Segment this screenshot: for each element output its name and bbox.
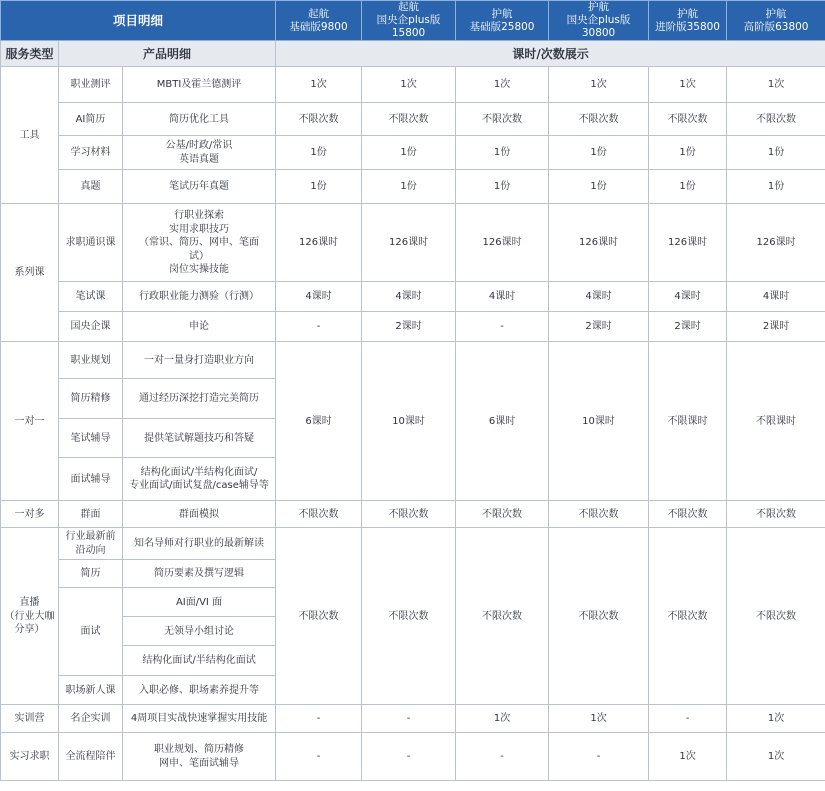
detail-cell xyxy=(123,458,276,501)
category-series: 系列课 xyxy=(1,204,59,342)
value-cell: 126课时 xyxy=(649,204,727,282)
detail-cell xyxy=(123,733,276,781)
value-cell: 126课时 xyxy=(362,204,456,282)
category-one-on-one: 一对一 xyxy=(1,342,59,501)
subheader-row xyxy=(1,41,825,67)
category-job: 实习求职 xyxy=(1,733,59,781)
header-row xyxy=(1,1,825,41)
value-cell: 1份 xyxy=(456,170,549,204)
service-type-header: 服务类型 xyxy=(1,41,59,67)
value-cell: 不限次数 xyxy=(727,528,825,705)
detail-line: （常识、简历、网申、笔面 xyxy=(139,237,260,249)
value-cell: 4课时 xyxy=(549,282,649,312)
detail-line: 专业面试/面试复盘/case辅导等 xyxy=(129,480,269,492)
category-tools: 工具 xyxy=(1,67,59,204)
plan-line1: 起航 xyxy=(398,1,420,13)
value-cell: 不限次数 xyxy=(362,103,456,136)
value-cell: 不限次数 xyxy=(649,103,727,136)
value-cell: 126课时 xyxy=(276,204,362,282)
value-cell: 不限次数 xyxy=(276,501,362,528)
detail-cell: 一对一量身打造职业方向 xyxy=(123,342,276,379)
item-cell: 群面 xyxy=(59,501,123,528)
value-cell: 不限次数 xyxy=(276,103,362,136)
table-row xyxy=(1,733,825,781)
value-cell: 1次 xyxy=(276,67,362,103)
value-cell: 4课时 xyxy=(362,282,456,312)
plan-line2: 国央企plus版15800 xyxy=(376,14,441,40)
detail-cell: 笔试历年真题 xyxy=(123,170,276,204)
value-cell: 1份 xyxy=(549,136,649,170)
item-cell: 国央企课 xyxy=(59,312,123,342)
plan-line1: 护航 xyxy=(677,7,699,20)
value-cell: 不限次数 xyxy=(276,528,362,705)
value-cell: 不限次数 xyxy=(456,501,549,528)
value-cell: 6课时 xyxy=(456,342,549,501)
item-cell: 职业测评 xyxy=(59,67,123,103)
item-cell: 学习材料 xyxy=(59,136,123,170)
value-cell: 不限次数 xyxy=(727,501,825,528)
value-cell: 1次 xyxy=(727,705,825,733)
value-cell: 2课时 xyxy=(649,312,727,342)
value-cell: 1份 xyxy=(727,170,825,204)
value-cell: 不限次数 xyxy=(549,103,649,136)
plan-header xyxy=(727,1,825,41)
value-cell: - xyxy=(649,705,727,733)
detail-cell: 知名导师对行职业的最新解读 xyxy=(123,528,276,560)
value-cell: - xyxy=(276,705,362,733)
item-line: 沿动向 xyxy=(75,544,106,556)
table-row xyxy=(1,342,825,379)
detail-cell: 无领导小组讨论 xyxy=(123,617,276,646)
plan-line1: 护航 xyxy=(491,7,513,20)
category-line: 分享） xyxy=(14,624,45,636)
detail-line: 英语真题 xyxy=(179,153,220,165)
detail-cell: 4周项目实战快速掌握实用技能 xyxy=(123,705,276,733)
value-cell: 1份 xyxy=(362,170,456,204)
plan-line1: 护航 xyxy=(588,1,610,13)
detail-cell: 结构化面试/半结构化面试 xyxy=(123,646,276,676)
category-line: （行业大咖 xyxy=(4,610,55,622)
item-cell: 名企实训 xyxy=(59,705,123,733)
value-cell: 126课时 xyxy=(727,204,825,282)
table-row xyxy=(1,501,825,528)
value-cell: - xyxy=(276,312,362,342)
table-row xyxy=(1,136,825,170)
value-cell: - xyxy=(549,733,649,781)
value-cell: 2课时 xyxy=(549,312,649,342)
detail-cell: 简历优化工具 xyxy=(123,103,276,136)
detail-cell: 提供笔试解题技巧和答疑 xyxy=(123,419,276,458)
category-camp: 实训营 xyxy=(1,705,59,733)
plan-line2: 高阶版63800 xyxy=(743,20,809,33)
value-cell: 不限次数 xyxy=(549,501,649,528)
value-cell: - xyxy=(362,705,456,733)
value-cell: 1份 xyxy=(362,136,456,170)
value-cell: 6课时 xyxy=(276,342,362,501)
plan-header xyxy=(276,1,362,41)
value-cell: 1份 xyxy=(649,136,727,170)
plan-line2: 基础版9800 xyxy=(289,20,348,33)
item-cell: AI简历 xyxy=(59,103,123,136)
value-cell: 不限次数 xyxy=(549,528,649,705)
value-cell: 1次 xyxy=(549,705,649,733)
plan-line2: 进阶版35800 xyxy=(655,20,720,33)
value-cell: 不限课时 xyxy=(649,342,727,501)
table-row xyxy=(1,67,825,103)
value-cell: 不限课时 xyxy=(727,342,825,501)
table-row xyxy=(1,103,825,136)
category-line: 直播 xyxy=(19,597,40,609)
value-cell: 10课时 xyxy=(549,342,649,501)
detail-cell xyxy=(123,204,276,282)
value-cell: - xyxy=(456,733,549,781)
value-cell: 1份 xyxy=(276,136,362,170)
value-cell: 126课时 xyxy=(456,204,549,282)
detail-line: 实用求职技巧 xyxy=(169,223,230,235)
detail-line: 网申、笔面试辅导 xyxy=(159,757,240,769)
value-cell: 1次 xyxy=(727,67,825,103)
value-cell: 10课时 xyxy=(362,342,456,501)
detail-cell: AI面/VI 面 xyxy=(123,588,276,617)
detail-line: 试） xyxy=(189,250,210,262)
item-cell: 职场新人课 xyxy=(59,676,123,705)
detail-cell: 通过经历深挖打造完美简历 xyxy=(123,379,276,419)
display-header: 课时/次数展示 xyxy=(276,41,825,67)
plan-header xyxy=(362,1,456,41)
table-title: 项目明细 xyxy=(1,1,276,41)
item-cell: 求职通识课 xyxy=(59,204,123,282)
detail-cell: 群面模拟 xyxy=(123,501,276,528)
plan-header xyxy=(456,1,549,41)
item-cell: 笔试课 xyxy=(59,282,123,312)
value-cell: 4课时 xyxy=(727,282,825,312)
value-cell: 1次 xyxy=(456,67,549,103)
item-line: 行业最新前 xyxy=(65,531,116,543)
item-cell: 真题 xyxy=(59,170,123,204)
detail-line: 公基/时政/常识 xyxy=(165,140,233,152)
value-cell: 126课时 xyxy=(549,204,649,282)
value-cell: - xyxy=(276,733,362,781)
value-cell: 1次 xyxy=(727,733,825,781)
value-cell: - xyxy=(456,312,549,342)
plan-line1: 起航 xyxy=(308,7,330,20)
value-cell: 1次 xyxy=(362,67,456,103)
table-row xyxy=(1,705,825,733)
value-cell: 不限次数 xyxy=(727,103,825,136)
category-live xyxy=(1,528,59,705)
value-cell: 1次 xyxy=(649,67,727,103)
value-cell: 1份 xyxy=(649,170,727,204)
value-cell: 1份 xyxy=(727,136,825,170)
item-cell: 全流程陪伴 xyxy=(59,733,123,781)
value-cell: 2课时 xyxy=(362,312,456,342)
plan-header xyxy=(649,1,727,41)
detail-cell: 简历要素及撰写逻辑 xyxy=(123,560,276,588)
value-cell: 1次 xyxy=(456,705,549,733)
detail-cell: 申论 xyxy=(123,312,276,342)
item-cell xyxy=(59,528,123,560)
value-cell: 4课时 xyxy=(276,282,362,312)
value-cell: 不限次数 xyxy=(649,501,727,528)
item-cell: 职业规划 xyxy=(59,342,123,379)
item-cell: 简历精修 xyxy=(59,379,123,419)
detail-cell: 入职必修、职场素养提升等 xyxy=(123,676,276,705)
item-cell: 面试辅导 xyxy=(59,458,123,501)
value-cell: 不限次数 xyxy=(456,103,549,136)
plan-line2: 国央企plus版30800 xyxy=(566,14,631,40)
detail-cell: 行政职业能力测验（行测） xyxy=(123,282,276,312)
detail-cell: MBTI及霍兰德测评 xyxy=(123,67,276,103)
detail-cell xyxy=(123,136,276,170)
product-detail-header: 产品明细 xyxy=(59,41,276,67)
value-cell: - xyxy=(362,733,456,781)
value-cell: 不限次数 xyxy=(362,501,456,528)
item-cell: 面试 xyxy=(59,588,123,676)
detail-line: 岗位实操技能 xyxy=(169,264,230,276)
value-cell: 不限次数 xyxy=(649,528,727,705)
item-cell: 简历 xyxy=(59,560,123,588)
detail-line: 行职业探索 xyxy=(174,210,225,222)
table-row xyxy=(1,204,825,282)
value-cell: 1次 xyxy=(549,67,649,103)
item-cell: 笔试辅导 xyxy=(59,419,123,458)
value-cell: 4课时 xyxy=(649,282,727,312)
detail-line: 结构化面试/半结构化面试/ xyxy=(140,466,258,478)
table-row xyxy=(1,282,825,312)
value-cell: 2课时 xyxy=(727,312,825,342)
table-row xyxy=(1,528,825,560)
table-row xyxy=(1,312,825,342)
plan-header xyxy=(549,1,649,41)
value-cell: 1份 xyxy=(549,170,649,204)
value-cell: 1次 xyxy=(649,733,727,781)
value-cell: 4课时 xyxy=(456,282,549,312)
value-cell: 不限次数 xyxy=(456,528,549,705)
value-cell: 1份 xyxy=(276,170,362,204)
detail-line: 职业规划、简历精修 xyxy=(154,744,245,756)
plan-line1: 护航 xyxy=(765,7,787,20)
table-row xyxy=(1,170,825,204)
value-cell: 1份 xyxy=(456,136,549,170)
plan-line2: 基础版25800 xyxy=(469,20,535,33)
category-one-to-many: 一对多 xyxy=(1,501,59,528)
value-cell: 不限次数 xyxy=(362,528,456,705)
